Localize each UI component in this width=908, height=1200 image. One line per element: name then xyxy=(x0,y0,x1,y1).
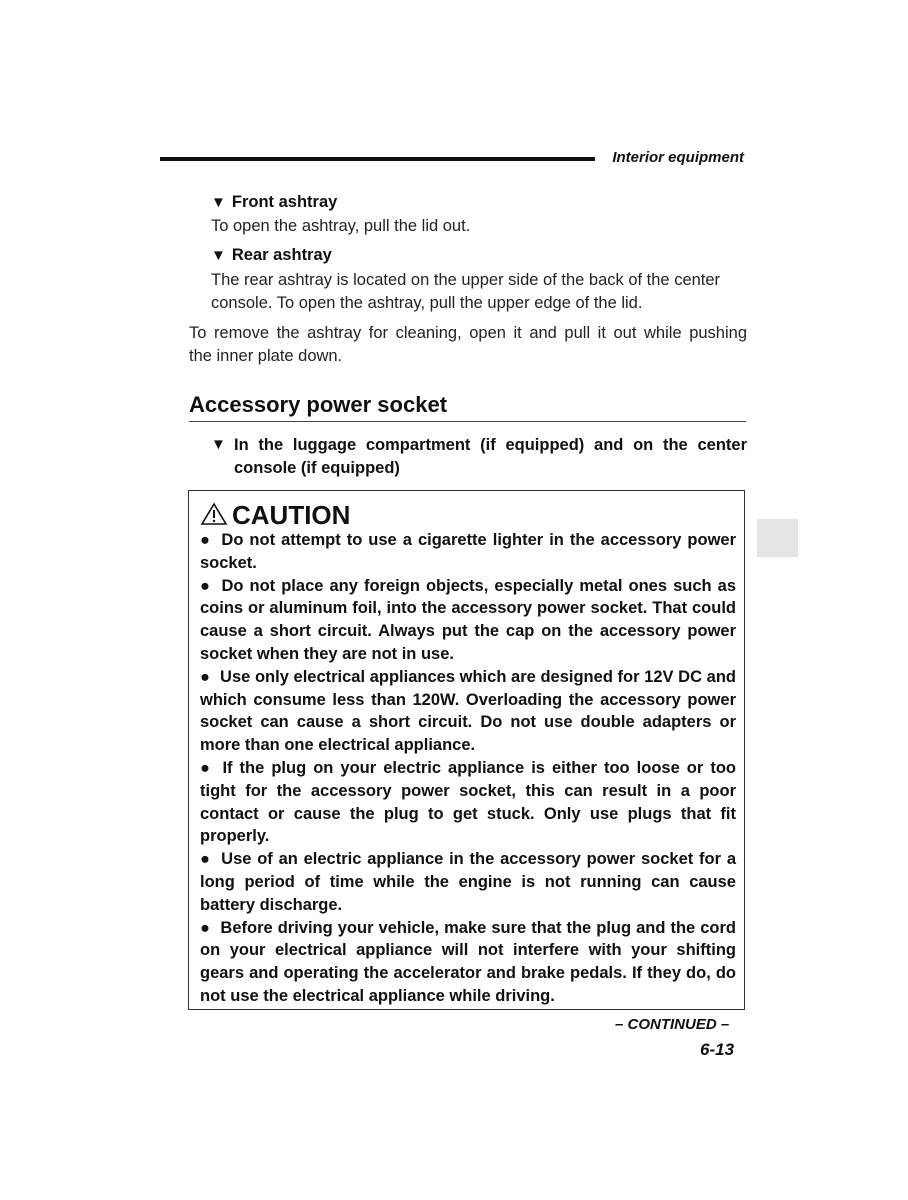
caution-item: ● Do not attempt to use a cigarette lighter in the accessory power socket. xyxy=(200,531,736,572)
front-ashtray-heading: ▼ Front ashtray xyxy=(211,193,338,211)
caution-item: ● If the plug on your electric appliance is either too loose or too tight for the accessory power socket, this can result in a poor contact or cause the plug to get stuck. Only use plugs that fit properly. xyxy=(200,758,736,846)
triangle-down-icon: ▼ xyxy=(211,247,226,264)
bullet-icon: ● xyxy=(200,850,212,869)
section-title: Accessory power socket xyxy=(189,392,448,417)
caution-item: ● Before driving your vehicle, make sure that the plug and the cord on your electrical appliance will not interfere with your shifting gears and operating the accelerator and brake pedals. If they do, do not use the electrical appliance while driving. xyxy=(200,918,737,1005)
page-number: 6-13 xyxy=(700,1040,735,1059)
caution-heading: CAUTION xyxy=(200,500,350,531)
caution-list xyxy=(200,529,736,1008)
triangle-down-icon: ▼ xyxy=(211,194,226,211)
triangle-down-icon: ▼ xyxy=(211,436,226,453)
rear-ashtray-text: The rear ashtray is located on the upper side of the back of the center console. To open the ashtray, pull the upper edge of the lid. xyxy=(211,271,721,312)
running-header: Interior equipment xyxy=(612,149,744,166)
front-ashtray-text: To open the ashtray, pull the lid out. xyxy=(211,217,471,235)
chapter-side-tab xyxy=(757,519,798,557)
section-subheading: ▼ In the luggage compartment (if equipped) and on the center console (if equipped) xyxy=(211,436,747,477)
bullet-icon: ● xyxy=(200,667,211,686)
rear-ashtray-heading: ▼ Rear ashtray xyxy=(211,246,332,264)
bullet-icon: ● xyxy=(200,531,212,549)
continued-label: – CONTINUED – xyxy=(615,1016,730,1033)
section-rule xyxy=(189,421,746,422)
caution-item: ● Use of an electric appliance in the accessory power socket for a long period of time while the engine is not running can cause battery discharge. xyxy=(200,850,736,914)
caution-item: ● Do not place any foreign objects, especially metal ones such as coins or aluminum foil, into the accessory power socket. That could cause a short circuit. Always put the cap on the accessory power socket when they are not in use. xyxy=(200,576,736,663)
bullet-icon: ● xyxy=(200,576,212,595)
removal-note: To remove the ashtray for cleaning, open it and pull it out while pushing the inner plate down. xyxy=(189,324,747,365)
caution-box xyxy=(188,490,745,1010)
bullet-icon: ● xyxy=(200,918,211,937)
header-rule xyxy=(160,157,595,161)
warning-triangle-icon xyxy=(200,502,228,526)
caution-item: ● Use only electrical appliances which are designed for 12V DC and which consume less than 120W. Overloading the accessory power socket can cause a short circuit. Do not use double adapters or more than one electrical appliance. xyxy=(200,667,736,755)
bullet-icon: ● xyxy=(200,758,213,777)
